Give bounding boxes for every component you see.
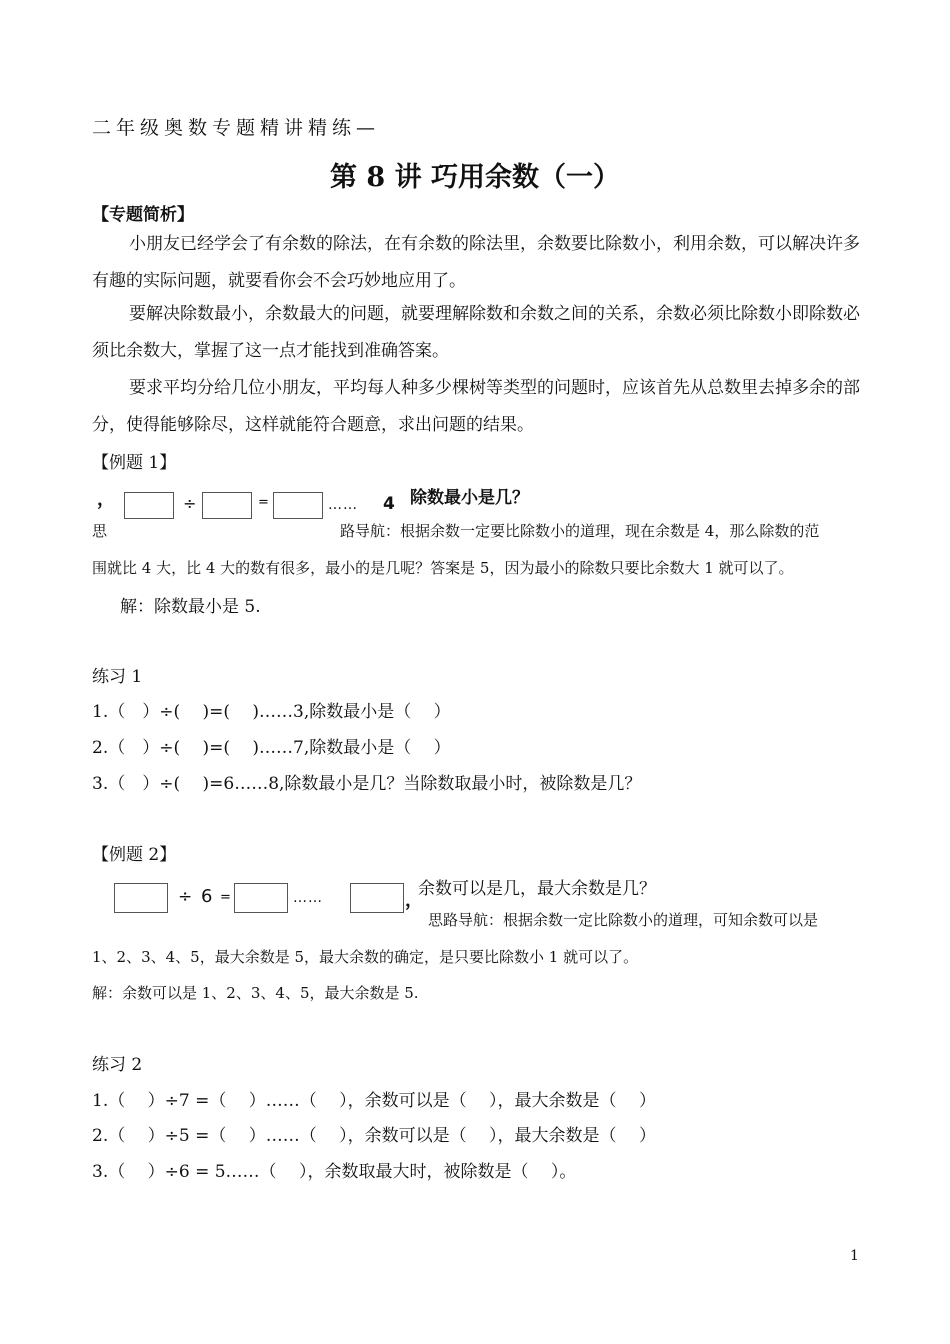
example1-question: 除数最小是几？: [410, 488, 529, 508]
example1-comma: ，: [97, 489, 115, 510]
dividend-box: [124, 492, 174, 519]
example1-heading: 【例题 1】: [92, 453, 177, 473]
practice1-heading: 练习 1: [92, 667, 143, 687]
ellipsis: ……: [328, 497, 358, 513]
example2-guide-line2: 1、2、3、4、5，最大余数是 5，最大余数的确定，是只要比除数小 1 就可以了。: [92, 948, 639, 966]
example2-comma: ，: [405, 890, 423, 911]
remainder-box: [350, 883, 404, 913]
intro-paragraph-1-text: 小朋友已经学会了有余数的除法，在有余数的除法里，余数要比除数小，利用余数，可以解决许多有趣的实际问题，就要看你会不会巧妙地应用了。: [92, 234, 860, 291]
example1-solution: 解：除数最小是 5.: [120, 597, 261, 617]
example1-si: 思: [92, 522, 108, 540]
practice1-item-3: 3.（ ）÷( )=6……8,除数最小是几？当除数取最小时，被除数是几？: [92, 774, 642, 794]
divisor-box: [202, 492, 252, 519]
practice2-item-3: 3.（ ）÷6 = 5……（ ），余数取最大时，被除数是（ ）。: [92, 1162, 577, 1182]
divide-sign: ÷: [183, 494, 197, 513]
example2-heading: 【例题 2】: [92, 845, 177, 865]
equals-sign: =: [258, 495, 269, 510]
ellipsis-2: ……: [293, 890, 323, 906]
example1-guide-line2: 围就比 4 大，比 4 大的数有很多，最小的是几呢？答案是 5，因为最小的除数只要比余数大 1 就可以了。: [92, 559, 794, 577]
practice1-item-1: 1.（ ）÷( )=( )……3,除数最小是（ ）: [92, 702, 451, 722]
intro-paragraph-2: [92, 296, 862, 370]
series-title: 二年级奥数专题精讲精练—: [92, 117, 381, 139]
example2-guide-line1: 思路导航：根据余数一定比除数小的道理，可知余数可以是: [428, 911, 819, 929]
quotient-box: [273, 492, 323, 519]
divisor-value: 6: [201, 886, 213, 907]
intro-paragraph-3: [92, 370, 862, 444]
example1-guide-line1: 路导航：根据余数一定要比除数小的道理，现在余数是 4，那么除数的范: [340, 522, 820, 540]
example2-solution: 解：余数可以是 1、2、3、4、5，最大余数是 5.: [92, 984, 419, 1002]
practice2-heading: 练习 2: [92, 1055, 143, 1075]
page-number: 1: [850, 1248, 859, 1264]
dividend-box-2: [114, 883, 168, 913]
practice1-item-2: 2.（ ）÷( )=( )……7,除数最小是（ ）: [92, 738, 451, 758]
quotient-box-2: [234, 883, 288, 913]
intro-heading: 【专题简析】: [92, 205, 194, 225]
example2-question: 余数可以是几，最大余数是几？: [418, 879, 656, 899]
intro-paragraph-1: [92, 226, 862, 300]
equals-sign-2: =: [220, 890, 231, 905]
intro-paragraph-2-text: 要解决除数最小，余数最大的问题，就要理解除数和余数之间的关系，余数必须比除数小即除数必须比余数大，掌握了这一点才能找到准确答案。: [92, 304, 860, 361]
practice2-item-2: 2.（ ）÷5 =（ ）……（ ），余数可以是（ ），最大余数是（ ）: [92, 1126, 656, 1146]
remainder-value: 4: [383, 494, 395, 514]
divide-sign-2: ÷: [178, 887, 193, 907]
page-title: 第 8 讲 巧用余数（一）: [330, 162, 620, 193]
practice2-item-1: 1.（ ）÷7 =（ ）……（ ），余数可以是（ ），最大余数是（ ）: [92, 1091, 656, 1111]
intro-paragraph-3-text: 要求平均分给几位小朋友，平均每人种多少棵树等类型的问题时，应该首先从总数里去掉多余的部分，使得能够除尽，这样就能符合题意，求出问题的结果。: [92, 378, 860, 435]
